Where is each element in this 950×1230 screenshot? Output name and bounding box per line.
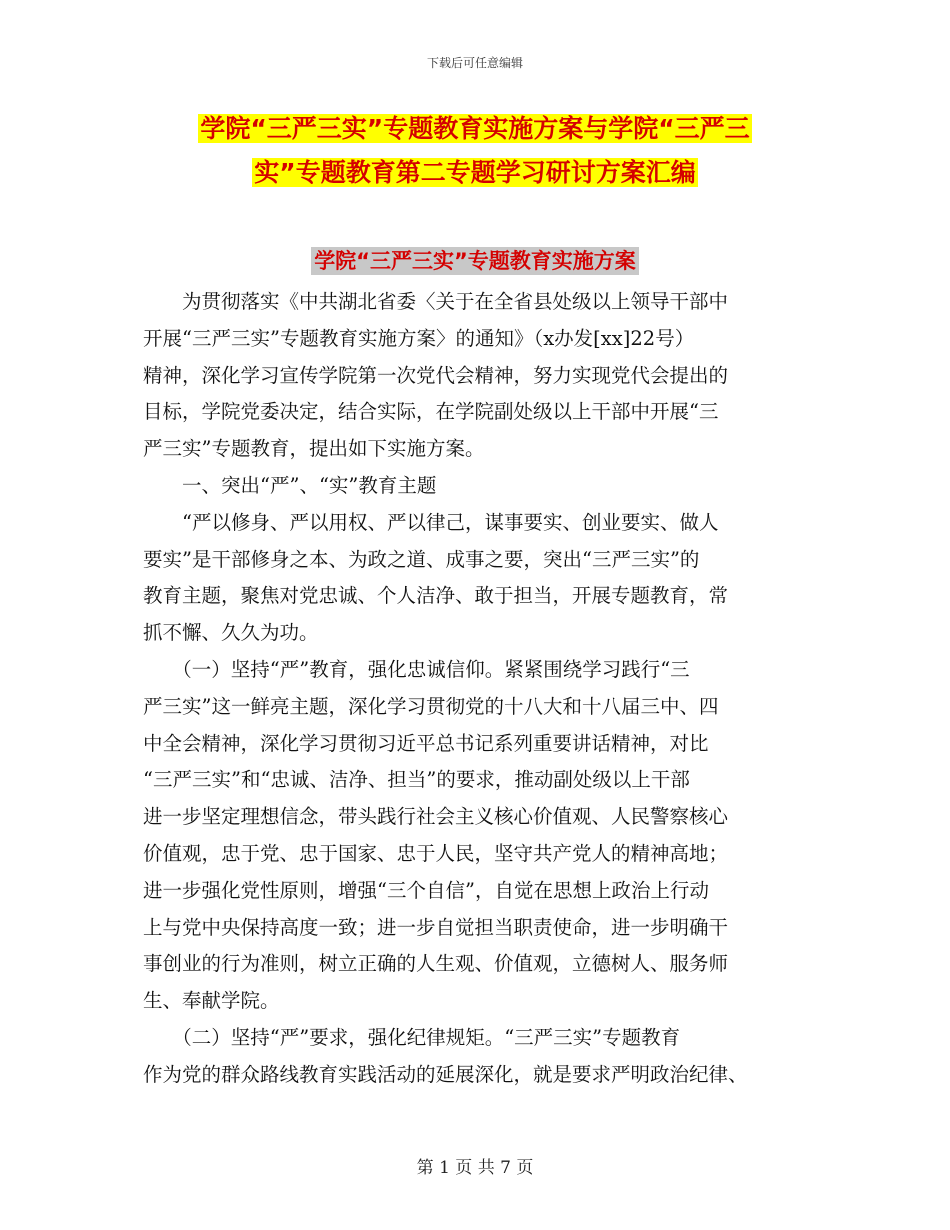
body-line: 生、奉献学院。 [143,989,280,1013]
page-number: 第 1 页 共 7 页 [416,1158,534,1178]
body-line: 中全会精神，深化学习贯彻习近平总书记系列重要讲话精神，对比 [143,731,709,755]
body-line: 抓不懈、久久为功。 [143,621,319,645]
body-line: 事创业的行为准则，树立正确的人生观、价值观，立德树人、服务师 [143,952,729,976]
body-line: 教育主题，聚焦对党忠诚、个人洁净、敢于担当，开展专题教育，常 [143,584,729,608]
document-title-line-1 [0,114,950,144]
body-line: “三严三实”和“忠诚、洁净、担当”的要求，推动副处级以上干部 [143,768,690,792]
body-line: 精神，深化学习宣传学院第一次党代会精神，努力实现党代会提出的 [143,363,729,387]
document-body [143,284,823,1094]
body-line: 严三实”这一鲜亮主题，深化学习贯彻党的十八大和十八届三中、四 [143,694,719,718]
body-line: 为贯彻落实《中共湖北省委〈关于在全省县处级以上领导干部中 [143,290,729,313]
body-line: 作为党的群众路线教育实践活动的延展深化，就是要求严明政治纪律、 [143,1062,748,1086]
body-line: 目标，学院党委决定，结合实际，在学院副处级以上干部中开展“三 [143,400,719,424]
section-heading-1: 一、突出“严”、“实”教育主题 [143,473,437,497]
body-line: 进一步坚定理想信念，带头践行社会主义核心价值观、人民警察核心 [143,805,729,829]
body-line: “严以修身、严以用权、严以律己，谋事要实、创业要实、做人 [143,510,719,534]
body-line: 严三实”专题教育，提出如下实施方案。 [143,437,485,461]
document-title-text-2: 实”专题教育第二专题学习研讨方案汇编 [254,158,696,187]
section-title [0,245,950,275]
body-line: （一）坚持“严”教育，强化忠诚信仰。紧紧围绕学习践行“三 [143,657,690,681]
body-line: （二）坚持“严”要求，强化纪律规矩。“三严三实”专题教育 [143,1025,681,1049]
body-line: 开展“三严三实”专题教育实施方案〉的通知》（x办发[xx]22号） [143,326,695,350]
body-line: 要实”是干部修身之本、为政之道、成事之要，突出“三严三实”的 [143,547,700,571]
body-line: 价值观，忠于党、忠于国家、忠于人民，坚守共产党人的精神高地； [143,841,729,865]
page-header-note: 下载后可任意编辑 [426,56,523,70]
section-title-text: 学院“三严三实”专题教育实施方案 [311,247,639,275]
body-line: 上与党中央保持高度一致；进一步自觉担当职责使命，进一步明确干 [143,915,729,939]
document-title-line-2 [0,158,950,188]
body-line: 进一步强化党性原则，增强“三个自信”，自觉在思想上政治上行动 [143,878,709,902]
document-title-text-1: 学院“三严三实”专题教育实施方案与学院“三严三 [200,114,750,143]
